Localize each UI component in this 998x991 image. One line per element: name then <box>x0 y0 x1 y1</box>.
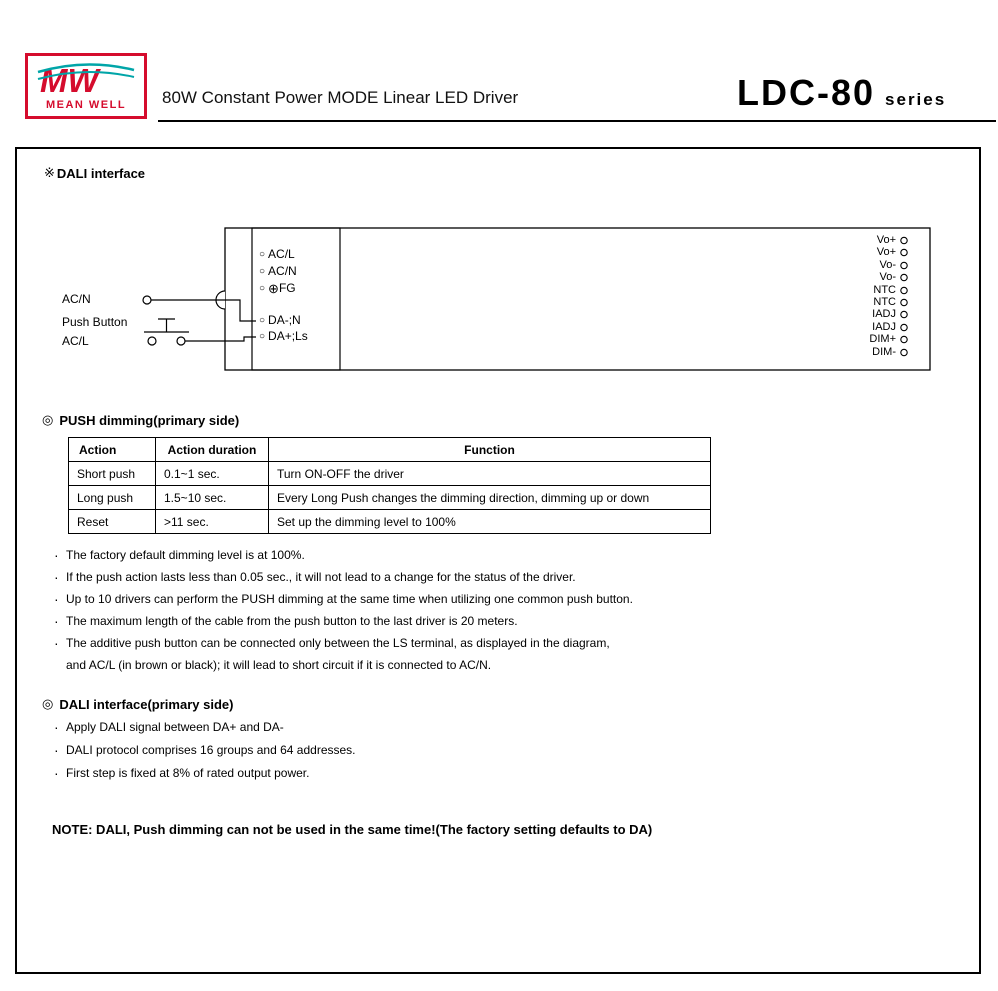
bullet-icon: · <box>54 742 59 758</box>
push-dimming-table <box>68 437 711 534</box>
bullet-icon: · <box>54 547 59 563</box>
right-terminal-ntc-2: NTC <box>873 296 896 308</box>
input-terminal-acn-label: AC/N <box>268 264 297 278</box>
dali-terminal-da-minus-label: DA-;N <box>268 313 301 327</box>
vo-plus-2-circle <box>901 249 907 255</box>
dali-primary-notes <box>54 716 954 785</box>
table-row <box>69 510 711 534</box>
acn-label: AC/N <box>62 292 91 306</box>
right-terminal-vo-plus-2: Vo+ <box>876 246 896 258</box>
reference-mark-icon: ※ <box>44 165 55 180</box>
right-terminal-ntc-1: NTC <box>873 284 896 296</box>
series-name: LDC-80 <box>737 72 876 113</box>
note-text: If the push action lasts less than 0.05 sec., it will not lead to a change for the status of the driver. <box>66 570 576 584</box>
input-terminal-fg <box>259 281 296 296</box>
push-dimming-notes <box>54 544 954 676</box>
bullet-icon: · <box>54 719 59 735</box>
acn-wire <box>151 300 256 321</box>
note-text: Up to 10 drivers can perform the PUSH dimming at the same time when utilizing one common push button. <box>66 592 633 606</box>
note-text: First step is fixed at 8% of rated output power. <box>66 766 310 780</box>
cell-duration: >11 sec. <box>156 510 269 534</box>
dali-primary-heading-text: DALI interface(primary side) <box>59 696 234 712</box>
right-terminal-vo-minus-2: Vo- <box>879 271 896 283</box>
footer-warning-note: NOTE: DALI, Push dimming can not be used in the same time!(The factory setting defaults to DA) <box>52 822 653 837</box>
dim-minus-circle <box>901 349 907 355</box>
vo-plus-1-circle <box>901 237 907 243</box>
cell-action: Reset <box>69 510 156 534</box>
note-item <box>54 739 954 762</box>
dali-interface-heading-text: DALI interface <box>56 165 146 181</box>
terminal-circle-icon: ○ <box>259 266 266 277</box>
bullet-icon: · <box>54 635 59 651</box>
terminal-circle-icon: ○ <box>259 331 266 342</box>
dali-terminal-da-minus <box>259 313 301 328</box>
note-item <box>54 632 954 654</box>
col-header-duration: Action duration <box>156 438 269 462</box>
cell-duration: 0.1~1 sec. <box>156 462 269 486</box>
cell-action: Long push <box>69 486 156 510</box>
right-terminal-dim-plus: DIM+ <box>869 333 896 345</box>
dali-primary-heading <box>42 696 233 712</box>
push-dimming-heading-text: PUSH dimming(primary side) <box>59 412 240 428</box>
right-terminal-iadj-1: IADJ <box>872 308 896 320</box>
terminal-circle-icon: ○ <box>259 249 266 260</box>
note-text: Apply DALI signal between DA+ and DA- <box>66 720 284 734</box>
driver-outline <box>225 228 930 370</box>
note-item <box>54 544 954 566</box>
bullet-icon: · <box>54 613 59 629</box>
dim-plus-circle <box>901 336 907 342</box>
table-row <box>69 462 711 486</box>
cell-function: Turn ON-OFF the driver <box>269 462 711 486</box>
col-header-function: Function <box>269 438 711 462</box>
table-header-row <box>69 438 711 462</box>
note-item <box>54 610 954 632</box>
section-mark-icon: ◎ <box>42 696 54 711</box>
dali-terminal-da-plus <box>259 329 308 344</box>
note-item <box>54 762 954 785</box>
dali-wiring-diagram <box>0 0 998 400</box>
note-text: DALI protocol comprises 16 groups and 64 addresses. <box>66 743 356 757</box>
right-terminal-dim-minus: DIM- <box>872 346 896 358</box>
vo-minus-2-circle <box>901 274 907 280</box>
acn-terminal-circle <box>143 296 151 304</box>
note-continuation: and AC/L (in brown or black); it will lead to short circuit if it is connected to AC/N. <box>66 658 492 672</box>
mw-logo-letters: MW <box>40 62 99 99</box>
note-item <box>54 588 954 610</box>
acl-terminal-circle <box>148 337 156 345</box>
ground-symbol-icon: ⊕ <box>268 281 279 296</box>
right-terminal-iadj-2: IADJ <box>872 321 896 333</box>
iadj-1-circle <box>901 311 907 317</box>
bullet-icon: · <box>54 591 59 607</box>
acl-label: AC/L <box>62 334 89 348</box>
note-item <box>54 566 954 588</box>
vo-minus-1-circle <box>901 262 907 268</box>
input-terminal-fg-label: FG <box>278 281 296 295</box>
cell-action: Short push <box>69 462 156 486</box>
dali-terminal-da-plus-label: DA+;Ls <box>268 329 308 343</box>
col-header-action: Action <box>69 438 156 462</box>
input-terminal-acn <box>259 264 297 279</box>
iadj-2-circle <box>901 324 907 330</box>
push-button-label: Push Button <box>62 315 128 329</box>
ntc-1-circle <box>901 287 907 293</box>
ntc-2-circle <box>901 299 907 305</box>
input-terminal-acl-label: AC/L <box>268 247 295 261</box>
cell-function: Every Long Push changes the dimming direction, dimming up or down <box>269 486 711 510</box>
input-terminal-acl <box>259 247 295 262</box>
note-text: The additive push button can be connected only between the LS terminal, as displayed in the diagram, <box>66 636 610 650</box>
note-text: The factory default dimming level is at 100%. <box>66 548 305 562</box>
right-terminal-vo-plus-1: Vo+ <box>876 234 896 246</box>
page-title: 80W Constant Power MODE Linear LED Driver <box>162 88 519 107</box>
acl-wire <box>185 337 256 341</box>
terminal-circle-icon: ○ <box>259 315 266 326</box>
push-button-actuator <box>158 319 175 332</box>
push-dimming-heading <box>42 412 239 428</box>
push-button-contact-circle <box>177 337 185 345</box>
section-mark-icon: ◎ <box>42 412 54 427</box>
note-item <box>54 716 954 739</box>
table-row <box>69 486 711 510</box>
logo-brand-text: MEAN WELL <box>45 99 127 111</box>
bullet-icon: · <box>54 569 59 585</box>
cell-function: Set up the dimming level to 100% <box>269 510 711 534</box>
terminal-circle-icon: ○ <box>259 283 266 294</box>
bullet-icon: · <box>54 765 59 781</box>
cell-duration: 1.5~10 sec. <box>156 486 269 510</box>
series-suffix: series <box>885 90 947 109</box>
note-text: The maximum length of the cable from the push button to the last driver is 20 meters. <box>66 614 518 628</box>
right-terminal-vo-minus-1: Vo- <box>879 259 896 271</box>
